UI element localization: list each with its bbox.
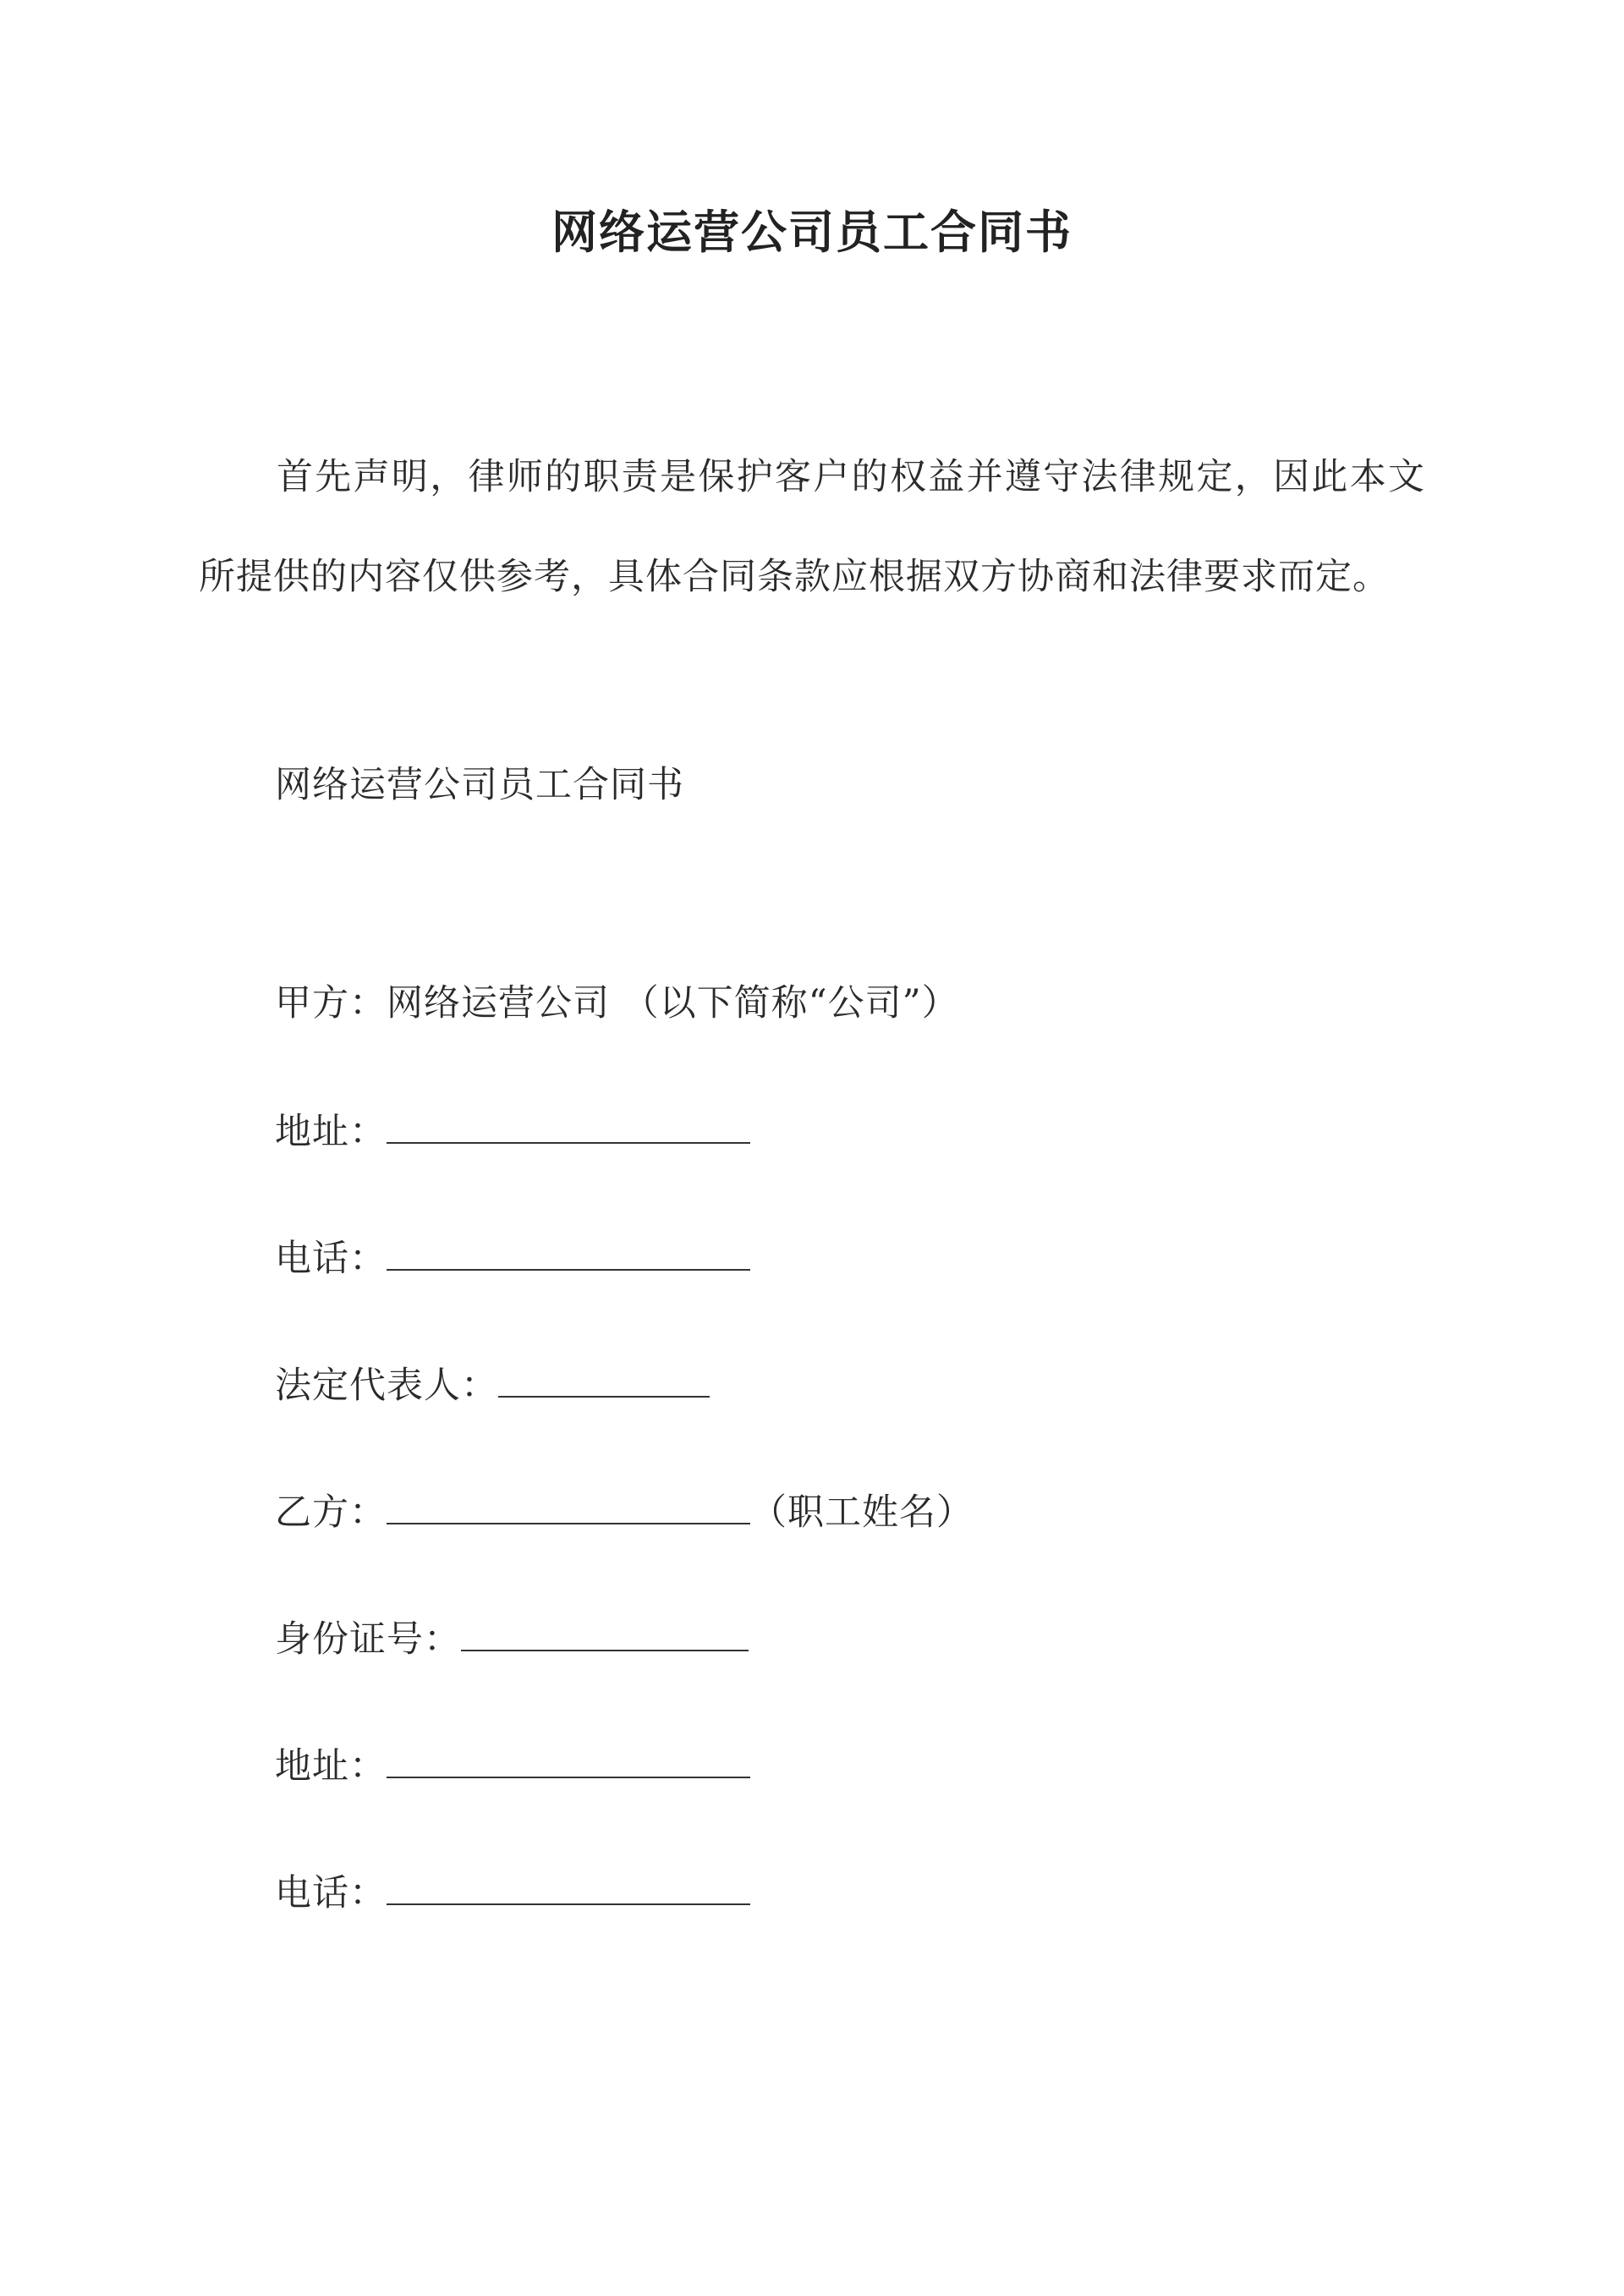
disclaimer-paragraph: 首先声明，律师的职责是保护客户的权益并遵守法律规定，因此本文所提供的内容仅供参考，具体合同条款应根据双方协商和法律要求而定。	[199, 456, 1425, 598]
party-a-address-label: 地址：	[275, 1111, 387, 1153]
party-b-phone-line	[275, 1866, 750, 1919]
party-a-phone-blank[interactable]	[387, 1232, 750, 1271]
contract-subtitle: 网络运营公司员工合同书	[275, 764, 684, 806]
party-a-address-blank[interactable]	[387, 1105, 750, 1144]
party-a-address-line	[275, 1105, 750, 1157]
party-b-line	[275, 1486, 974, 1538]
legal-rep-blank[interactable]	[498, 1359, 710, 1398]
party-b-name-blank[interactable]	[387, 1486, 750, 1524]
party-b-id-label: 身份证号：	[275, 1618, 461, 1661]
party-a-phone-label: 电话：	[275, 1238, 387, 1280]
party-b-address-line	[275, 1739, 750, 1792]
legal-rep-line	[275, 1359, 710, 1411]
party-b-phone-blank[interactable]	[387, 1866, 750, 1905]
party-a-label: 甲方：	[275, 982, 387, 1024]
party-b-suffix: （职工姓名）	[750, 1491, 974, 1534]
party-b-phone-label: 电话：	[275, 1872, 387, 1914]
party-b-address-blank[interactable]	[387, 1739, 750, 1778]
party-a-line	[275, 978, 959, 1029]
legal-rep-label: 法定代表人：	[275, 1365, 498, 1407]
party-b-label: 乙方：	[275, 1491, 387, 1534]
party-a-value: 网络运营公司 （以下简称“公司”）	[387, 982, 959, 1024]
document-title: 网络运营公司员工合同书	[551, 205, 1073, 259]
party-b-id-line	[275, 1612, 749, 1665]
party-a-phone-line	[275, 1232, 750, 1284]
party-b-address-label: 地址：	[275, 1745, 387, 1788]
party-b-id-blank[interactable]	[461, 1612, 749, 1651]
